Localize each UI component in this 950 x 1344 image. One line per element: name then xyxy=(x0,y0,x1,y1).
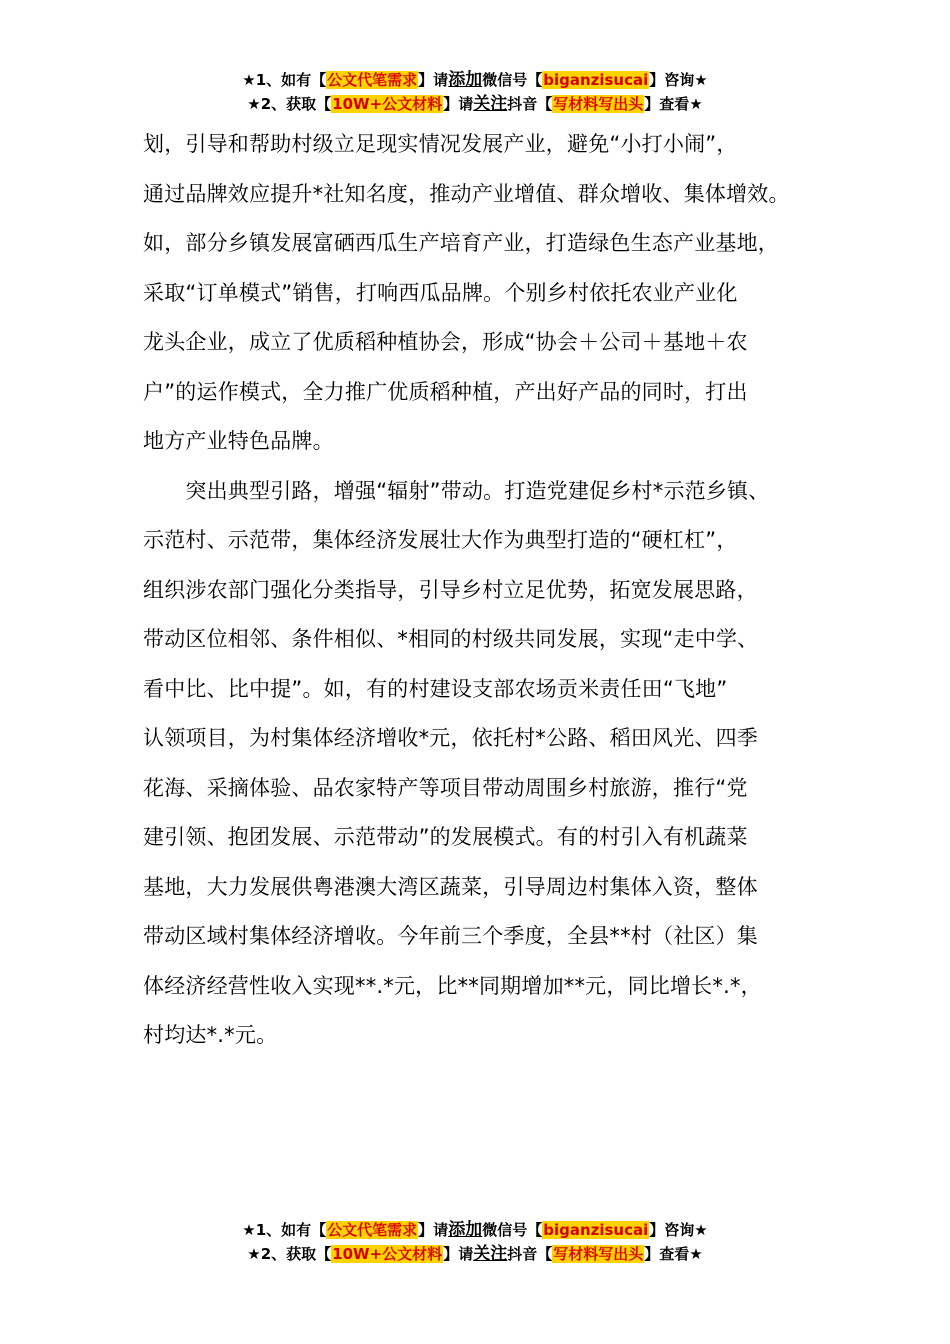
header-banner xyxy=(0,68,950,116)
banner-line-1 xyxy=(0,1218,950,1242)
text-line: 组织涉农部门强化分类指导，引导乡村立足优势，拓宽发展思路， xyxy=(143,577,758,602)
text-line: 地方产业特色品牌。 xyxy=(143,429,334,453)
douyin-id-highlight: 写材料写出头 xyxy=(553,1245,644,1263)
text-line: 体经济经营性收入实现**.*元，比**同期增加**元，同比增长*.*， xyxy=(143,973,762,998)
banner-emphasis: 添加 xyxy=(448,1220,483,1240)
banner-text: ★2、获取【 xyxy=(247,1245,332,1263)
text-line: 花海、采摘体验、品农家特产等项目带动周围乡村旅游，推行“党 xyxy=(143,775,748,800)
banner-text: ★1、如有【 xyxy=(242,1221,327,1239)
banner-highlight: 10W+公文材料 xyxy=(332,95,443,113)
banner-emphasis: 关注 xyxy=(473,1244,508,1264)
banner-text: 微信号【 xyxy=(482,1221,543,1239)
banner-text: 抖音【 xyxy=(507,95,553,113)
banner-text: ★1、如有【 xyxy=(242,71,327,89)
text-line: 如，部分乡镇发展富硒西瓜生产培育产业，打造绿色生态产业基地， xyxy=(143,231,779,255)
banner-text: 微信号【 xyxy=(482,71,543,89)
text-line: 认领项目，为村集体经济增收*元，依托村*公路、稻田风光、四季 xyxy=(143,726,758,750)
document-body xyxy=(143,120,833,1061)
banner-text: 】查看★ xyxy=(644,95,703,113)
text-line: 带动区域村集体经济增收。今年前三个季度，全县**村（社区）集 xyxy=(143,924,758,948)
banner-text: 】请 xyxy=(443,95,474,113)
text-line: 户”的运作模式，全力推广优质稻种植，产出好产品的同时，打出 xyxy=(143,379,748,404)
banner-text: 】咨询★ xyxy=(649,71,708,89)
banner-line-2 xyxy=(0,1242,950,1266)
wechat-id-highlight: biganzisucai xyxy=(543,71,649,89)
banner-highlight: 10W+公文材料 xyxy=(332,1245,443,1263)
text-line: 建引领、抱团发展、示范带动”的发展模式。有的村引入有机蔬菜 xyxy=(143,825,748,849)
banner-text: 】查看★ xyxy=(644,1245,703,1263)
text-line: 看中比、比中提”。如，有的村建设支部农场贡米责任田“飞地” xyxy=(143,676,728,701)
footer-banner xyxy=(0,1218,950,1266)
text-line: 突出典型引路，增强“辐射”带动。打造党建促乡村*示范乡镇、 xyxy=(143,478,770,503)
banner-text: 】请 xyxy=(418,71,449,89)
text-line: 带动区位相邻、条件相似、*相同的村级共同发展，实现“走中学、 xyxy=(143,627,759,651)
text-line: 村均达*.*元。 xyxy=(143,1023,278,1047)
text-line: 龙头企业，成立了优质稻种植协会，形成“协会＋公司＋基地＋农 xyxy=(143,330,748,354)
text-line: 划，引导和帮助村级立足现实情况发展产业，避免“小打小闹”， xyxy=(143,132,738,156)
text-line: 通过品牌效应提升*社知名度，推动产业增值、群众增收、集体增效。 xyxy=(143,181,790,206)
douyin-id-highlight: 写材料写出头 xyxy=(553,95,644,113)
banner-highlight: 公文代笔需求 xyxy=(327,71,418,89)
banner-text: 】咨询★ xyxy=(649,1221,708,1239)
text-line: 基地，大力发展供粤港澳大湾区蔬菜，引导周边村集体入资，整体 xyxy=(143,874,758,899)
banner-highlight: 公文代笔需求 xyxy=(327,1221,418,1239)
banner-text: 】请 xyxy=(418,1221,449,1239)
banner-emphasis: 关注 xyxy=(473,94,508,114)
banner-text: 抖音【 xyxy=(507,1245,553,1263)
banner-text: 】请 xyxy=(443,1245,474,1263)
banner-text: ★2、获取【 xyxy=(247,95,332,113)
text-line: 采取“订单模式”销售，打响西瓜品牌。个别乡村依托农业产业化 xyxy=(143,280,738,305)
wechat-id-highlight: biganzisucai xyxy=(543,1221,649,1239)
banner-line-1 xyxy=(0,68,950,92)
banner-emphasis: 添加 xyxy=(448,70,483,90)
text-line: 示范村、示范带，集体经济发展壮大作为典型打造的“硬杠杠”， xyxy=(143,528,738,552)
banner-line-2 xyxy=(0,92,950,116)
